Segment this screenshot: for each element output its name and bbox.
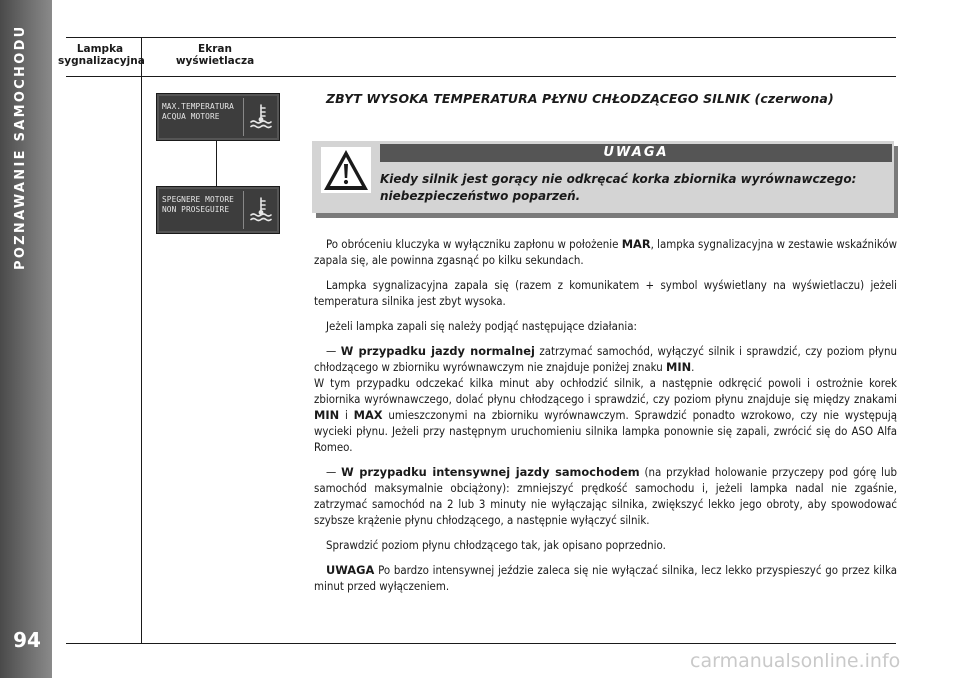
page-number: 94 (13, 628, 41, 652)
table-header-rule (66, 76, 896, 77)
display-message: SPEGNERE MOTORE NON PROSEGUIRE (162, 195, 234, 214)
column-divider (141, 37, 142, 644)
table-bottom-rule (66, 643, 896, 644)
paragraph: — W przypadku intensywnej jazdy samochodem (na przykład holowanie przyczepy pod górę lub samochód maksymalnie obciążony): zmniejszyć prędkość samochodu i, jeżeli lampka nadal nie zgaśnie, zatrzymać samochód na 2 lub 3 minuty nie wyłączając silnika, zwiększyć lekko jego obroty, aby spowodować szybsze krążenie płynu chłodzącego, a następnie wyłączyć silnik. (314, 465, 897, 527)
display-message: MAX.TEMPERATURA ACQUA MOTORE (162, 102, 234, 121)
warning-title: UWAGA (380, 144, 892, 162)
section-heading: ZBYT WYSOKA TEMPERATURA PŁYNU CHŁODZĄCEGO SILNIK (czerwona) (326, 91, 834, 106)
paragraph: — W przypadku jazdy normalnej zatrzymać samochód, wyłączyć silnik i sprawdzić, czy poziom płynu chłodzącego w zbiorniku wyrównawczym nie znajduje poniżej znaku MIN. (314, 344, 897, 374)
paragraph: W tym przypadku odczekać kilka minut aby ochłodzić silnik, a następnie odkręcić powoli i ostrożnie korek zbiornika wyrównawczego, dolać płynu chłodzącego i sprawdzić, czy poziom płynu znajduje się między znakami MIN i MAX umieszczonymi na zbiorniku wyrównawczym. Sprawdzić ponadto wzrokowo, czy nie występują wycieki płynu. Jeżeli przy następnym uruchomieniu silnika lampka ponownie się zapali, zwrócić się do ASO Alfa Romeo. (314, 376, 897, 454)
display-stop-engine (156, 186, 280, 234)
body-text (314, 236, 897, 603)
paragraph: Sprawdzić poziom płynu chłodzącego tak, jak opisano poprzednio. (326, 538, 666, 552)
section-sidebar (0, 0, 52, 678)
coolant-temperature-icon (249, 103, 273, 129)
watermark: carmanualsonline.info (690, 650, 901, 672)
column-header-lamp: Lampka sygnalizacyjna (58, 43, 145, 67)
section-title: POZNAWANIE SAMOCHODU (13, 24, 28, 270)
paragraph: Po obróceniu kluczyka w wyłączniku zapłonu w położenie MAR, lampka sygnalizacyjna w zestawie wskaźników zapala się, ale powinna zgasnąć po kilku sekundach. (314, 237, 897, 267)
paragraph: Lampka sygnalizacyjna zapala się (razem z komunikatem + symbol wyświetlany na wyświetlaczu) jeżeli temperatura silnika jest zbyt wysoka. (314, 278, 897, 308)
coolant-temperature-icon (249, 196, 273, 222)
warning-text: Kiedy silnik jest gorący nie odkręcać korka zbiornika wyrównawczego: niebezpieczeństwo poparzeń. (380, 172, 857, 203)
warning-box (312, 141, 894, 213)
paragraph: Jeżeli lampka zapali się należy podjąć następujące działania: (326, 319, 637, 333)
table-top-rule (66, 37, 896, 38)
display-max-temperature (156, 93, 280, 141)
column-header-display: Ekran wyświetlacza (175, 43, 255, 67)
warning-triangle-icon (321, 147, 371, 193)
paragraph: UWAGA Po bardzo intensywnej jeździe zaleca się nie wyłączać silnika, lecz lekko przyspieszyć go przez kilka minut przed wyłączeniem. (314, 563, 897, 593)
display-connector (216, 140, 217, 186)
